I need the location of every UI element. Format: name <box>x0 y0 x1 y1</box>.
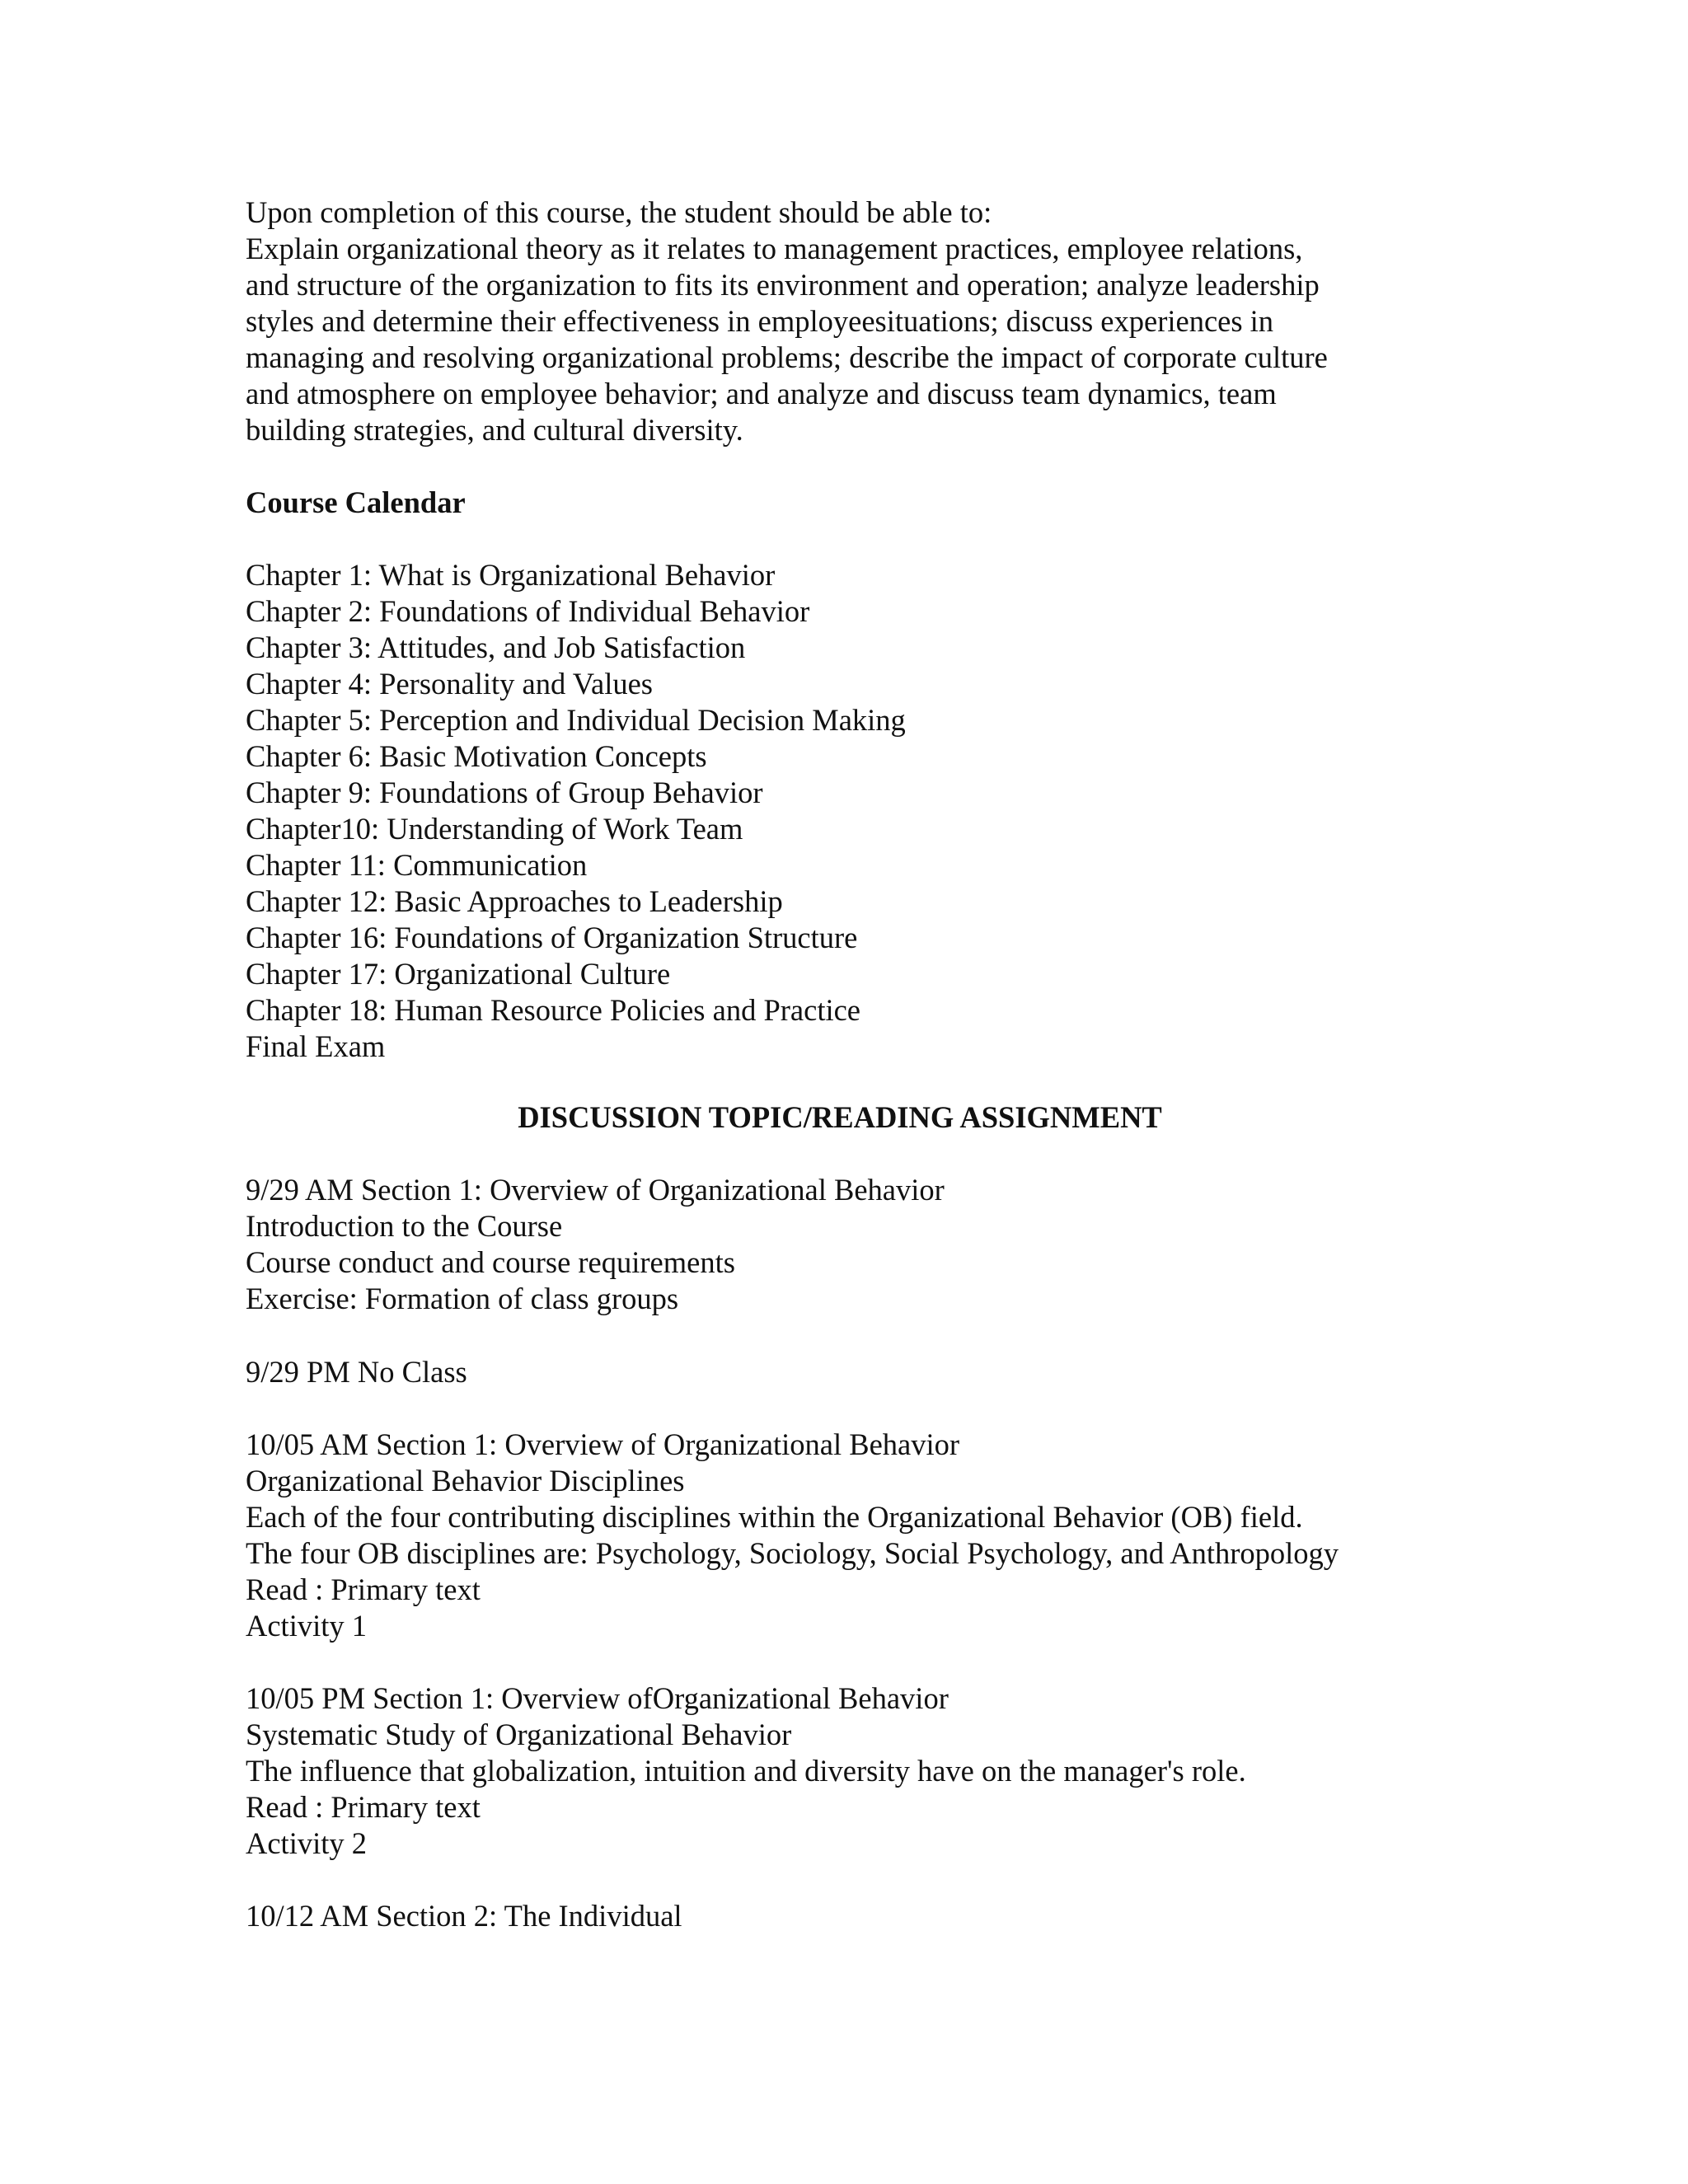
calendar-item: Chapter 11: Communication <box>246 848 588 882</box>
session-title: 10/05 AM Section 1: Overview of Organizational Behavior <box>246 1427 960 1461</box>
session-title: 10/12 AM Section 2: The Individual <box>246 1899 682 1933</box>
session-block <box>246 1172 1449 1317</box>
heading-text: Course Calendar <box>246 485 466 519</box>
calendar-item: Chapter 1: What is Organizational Behavior <box>246 558 776 592</box>
discussion-heading <box>246 1099 1434 1136</box>
calendar-item: Chapter 5: Perception and Individual Decision Making <box>246 703 906 737</box>
session-block <box>246 1680 1449 1862</box>
session-line: Course conduct and course requirements <box>246 1245 735 1279</box>
session-title: 10/05 PM Section 1: Overview ofOrganizational Behavior <box>246 1681 949 1715</box>
calendar-item: Chapter10: Understanding of Work Team <box>246 812 743 846</box>
calendar-item: Chapter 18: Human Resource Policies and Practice <box>246 993 861 1027</box>
outcomes-line: Explain organizational theory as it relates to management practices, employee relations, <box>246 232 1303 265</box>
session-line: Read : Primary text <box>246 1790 481 1824</box>
session-line: Activity 2 <box>246 1826 367 1860</box>
calendar-item: Chapter 16: Foundations of Organization Structure <box>246 921 858 954</box>
learning-outcomes <box>246 194 1449 448</box>
session-line: Introduction to the Course <box>246 1209 563 1243</box>
calendar-item: Chapter 3: Attitudes, and Job Satisfaction <box>246 630 746 664</box>
calendar-item: Chapter 4: Personality and Values <box>246 667 654 701</box>
session-title: 9/29 PM No Class <box>246 1355 467 1389</box>
outcomes-line: and structure of the organization to fits its environment and operation; analyze leadership <box>246 268 1320 302</box>
session-line: Systematic Study of Organizational Behavior <box>246 1718 792 1751</box>
session-title: 9/29 AM Section 1: Overview of Organizational Behavior <box>246 1173 945 1207</box>
outcomes-line: and atmosphere on employee behavior; and analyze and discuss team dynamics, team <box>246 377 1277 410</box>
session-line: Activity 1 <box>246 1609 367 1643</box>
outcomes-lead: Upon completion of this course, the student should be able to: <box>246 195 992 229</box>
session-line: Read : Primary text <box>246 1572 481 1606</box>
course-calendar-list <box>246 557 1449 1065</box>
session-line: Organizational Behavior Disciplines <box>246 1464 685 1497</box>
outcomes-line: managing and resolving organizational problems; describe the impact of corporate culture <box>246 340 1328 374</box>
calendar-item: Chapter 2: Foundations of Individual Behavior <box>246 594 810 628</box>
heading-text: DISCUSSION TOPIC/READING ASSIGNMENT <box>518 1100 1162 1134</box>
session-block <box>246 1898 1449 1934</box>
session-block <box>246 1354 1449 1390</box>
session-line: Exercise: Formation of class groups <box>246 1282 679 1315</box>
session-block <box>246 1427 1449 1644</box>
outcomes-line: building strategies, and cultural diversity. <box>246 413 743 447</box>
session-line: Each of the four contributing disciplines within the Organizational Behavior (OB) field. <box>246 1500 1303 1534</box>
calendar-item: Chapter 9: Foundations of Group Behavior <box>246 776 763 809</box>
outcomes-line: styles and determine their effectiveness in employeesituations; discuss experiences in <box>246 304 1274 338</box>
session-line: The four OB disciplines are: Psychology, Sociology, Social Psychology, and Anthropology <box>246 1536 1339 1570</box>
calendar-item: Final Exam <box>246 1029 386 1063</box>
session-line: The influence that globalization, intuition and diversity have on the manager's role. <box>246 1754 1246 1788</box>
course-calendar-heading <box>246 485 1449 521</box>
calendar-item: Chapter 6: Basic Motivation Concepts <box>246 739 707 773</box>
calendar-item: Chapter 17: Organizational Culture <box>246 957 671 991</box>
calendar-item: Chapter 12: Basic Approaches to Leadership <box>246 884 783 918</box>
